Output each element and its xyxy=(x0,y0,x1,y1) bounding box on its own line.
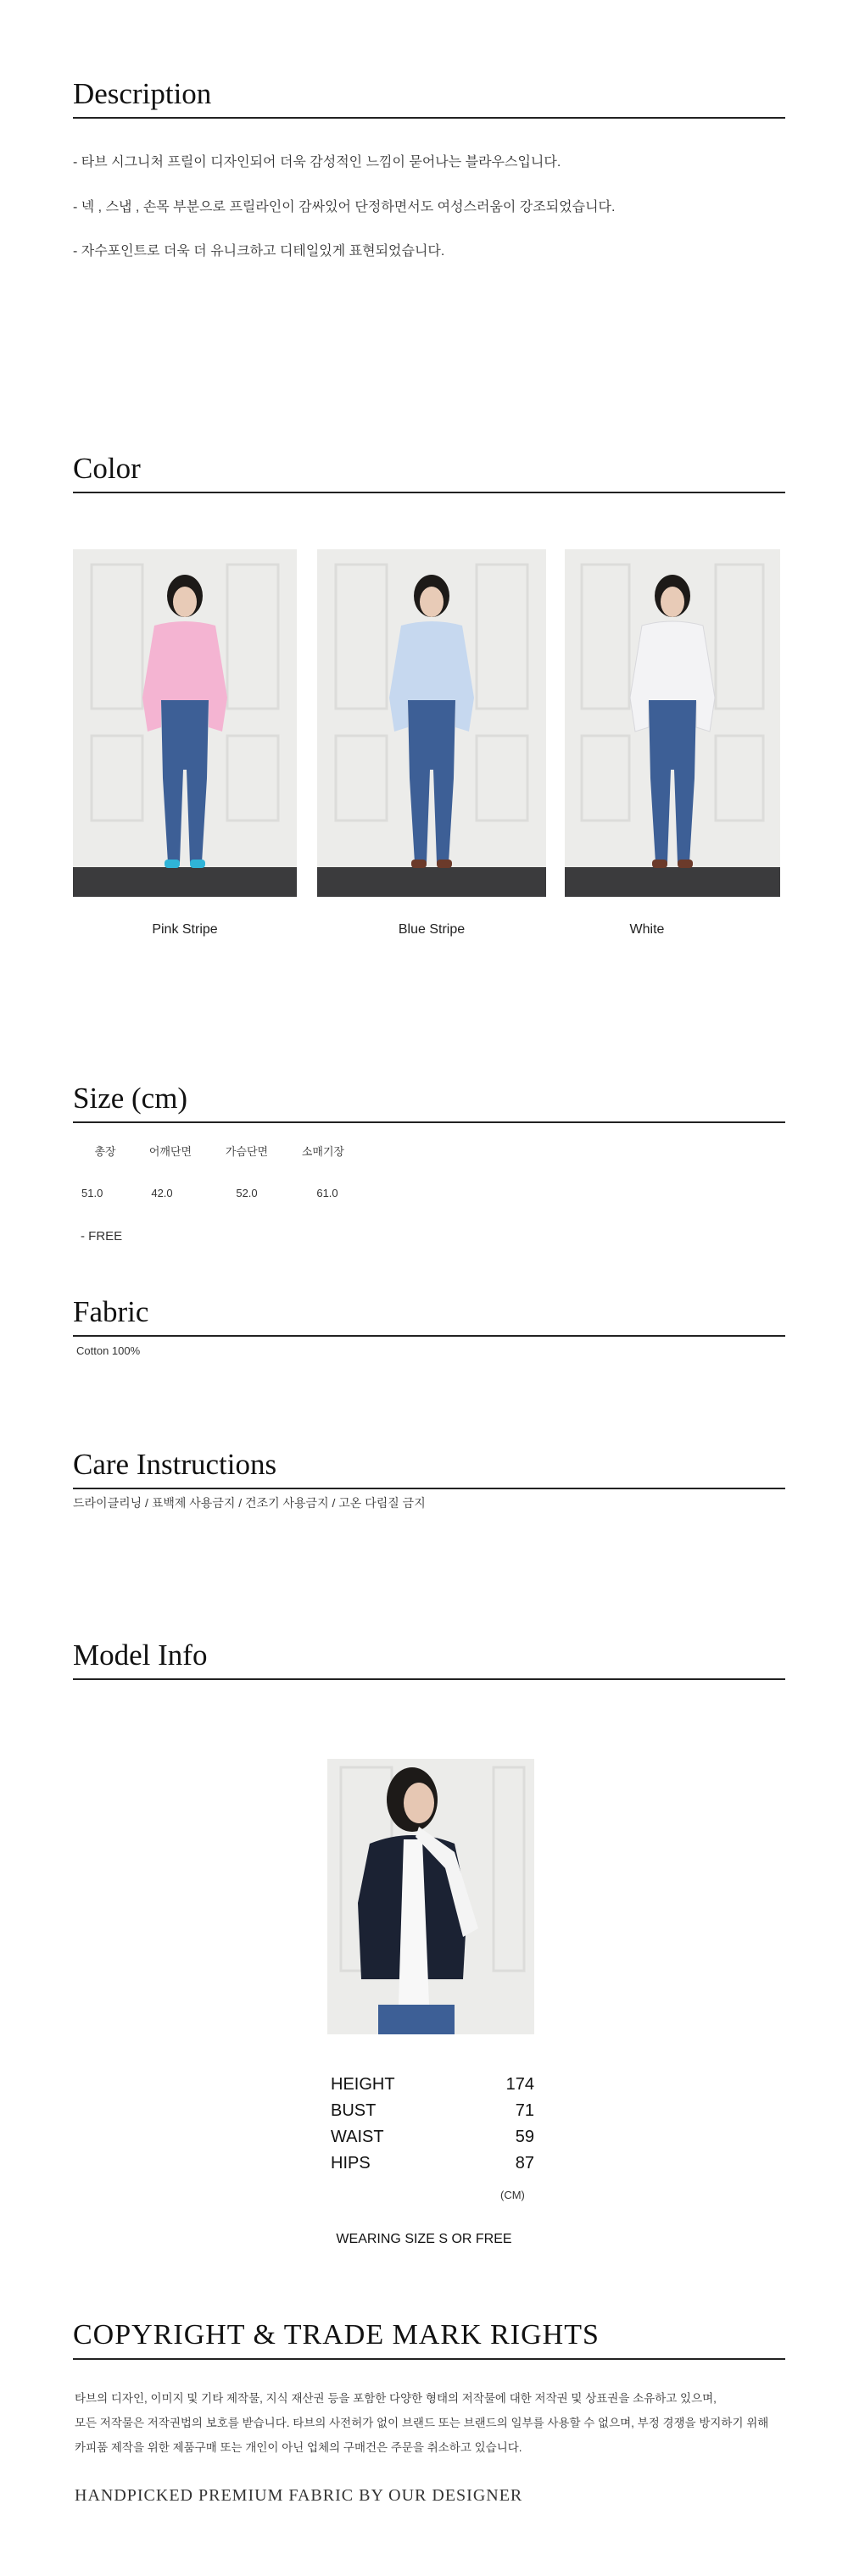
model-photo xyxy=(327,1759,534,2034)
model-stat-height xyxy=(331,2075,534,2101)
model-unit: (CM) xyxy=(500,2189,525,2201)
color-label-pink-stripe: Pink Stripe xyxy=(152,922,218,937)
size-value-chest: 52.0 xyxy=(236,1187,258,1199)
model-stat-bust xyxy=(331,2101,534,2128)
size-table xyxy=(78,1143,370,1199)
size-free-note: - FREE xyxy=(81,1229,123,1243)
brand-tagline: HANDPICKED PREMIUM FABRIC BY OUR DESIGNER xyxy=(75,2486,523,2505)
model-stat-hips xyxy=(331,2154,534,2180)
copyright-heading: COPYRIGHT & TRADE MARK RIGHTS xyxy=(73,2321,785,2360)
copyright-line-1: 타브의 디자인, 이미지 및 기타 제작물, 지식 재산권 등을 포함한 다양한 형태의 저작물에 대한 저작권 및 상표권을 소유하고 있으며, xyxy=(75,2392,717,2405)
size-heading: Size (cm) xyxy=(73,1083,785,1123)
care-text: 드라이클리닝 / 표백제 사용금지 / 건조기 사용금지 / 고온 다림질 금지 xyxy=(73,1496,426,1510)
size-value-sleeve: 61.0 xyxy=(316,1187,338,1199)
description-line-1: - 타브 시그니처 프릴이 디자인되어 더욱 감성적인 느낌이 묻어나는 블라우스입니다. xyxy=(73,155,561,170)
model-stats xyxy=(331,2075,534,2180)
size-header-sleeve: 소매기장 xyxy=(301,1145,345,1158)
size-header-chest: 가슴단면 xyxy=(225,1145,269,1158)
color-label-blue-stripe: Blue Stripe xyxy=(398,922,466,937)
model-stat-label: HIPS xyxy=(331,2154,371,2173)
model-stat-waist xyxy=(331,2128,534,2154)
color-photo-white xyxy=(565,549,780,897)
color-photo-blue-stripe xyxy=(317,549,546,897)
model-stat-label: HEIGHT xyxy=(331,2075,395,2094)
size-value-shoulder: 42.0 xyxy=(151,1187,173,1199)
model-stat-value: 174 xyxy=(505,2075,534,2094)
description-heading: Description xyxy=(73,79,785,119)
color-heading: Color xyxy=(73,453,785,493)
color-label-white: White xyxy=(629,922,665,937)
model-stat-value: 71 xyxy=(515,2101,534,2120)
copyright-line-3: 카피품 제작을 위한 제품구매 또는 개인이 아닌 업체의 구매건은 주문을 취소하고 있습니다. xyxy=(75,2441,522,2454)
fabric-heading: Fabric xyxy=(73,1297,785,1337)
copyright-line-2: 모든 저작물은 저작권법의 보호를 받습니다. 타브의 사전허가 없이 브랜드 또는 브랜드의 일부를 사용할 수 없으며, 부정 경쟁을 방지하기 위해 xyxy=(75,2417,769,2429)
size-header-shoulder: 어깨단면 xyxy=(148,1145,192,1158)
model-stat-value: 87 xyxy=(515,2154,534,2173)
model-stat-label: WAIST xyxy=(331,2128,384,2146)
size-header-length: 총장 xyxy=(94,1145,116,1158)
color-photo-pink-stripe xyxy=(73,549,297,897)
care-heading: Care Instructions xyxy=(73,1449,785,1489)
model-heading: Model Info xyxy=(73,1640,785,1680)
size-value-length: 51.0 xyxy=(81,1187,103,1199)
model-stat-label: BUST xyxy=(331,2101,377,2120)
model-stat-value: 59 xyxy=(515,2128,534,2146)
description-line-2: - 넥 , 스냅 , 손목 부분으로 프릴라인이 감싸있어 단정하면서도 여성스러움이 강조되었습니다. xyxy=(73,200,616,214)
description-line-3: - 자수포인트로 더욱 더 유니크하고 디테일있게 표현되었습니다. xyxy=(73,244,445,259)
fabric-text: Cotton 100% xyxy=(76,1344,141,1357)
model-wearing-size: WEARING SIZE S OR FREE xyxy=(336,2232,512,2246)
